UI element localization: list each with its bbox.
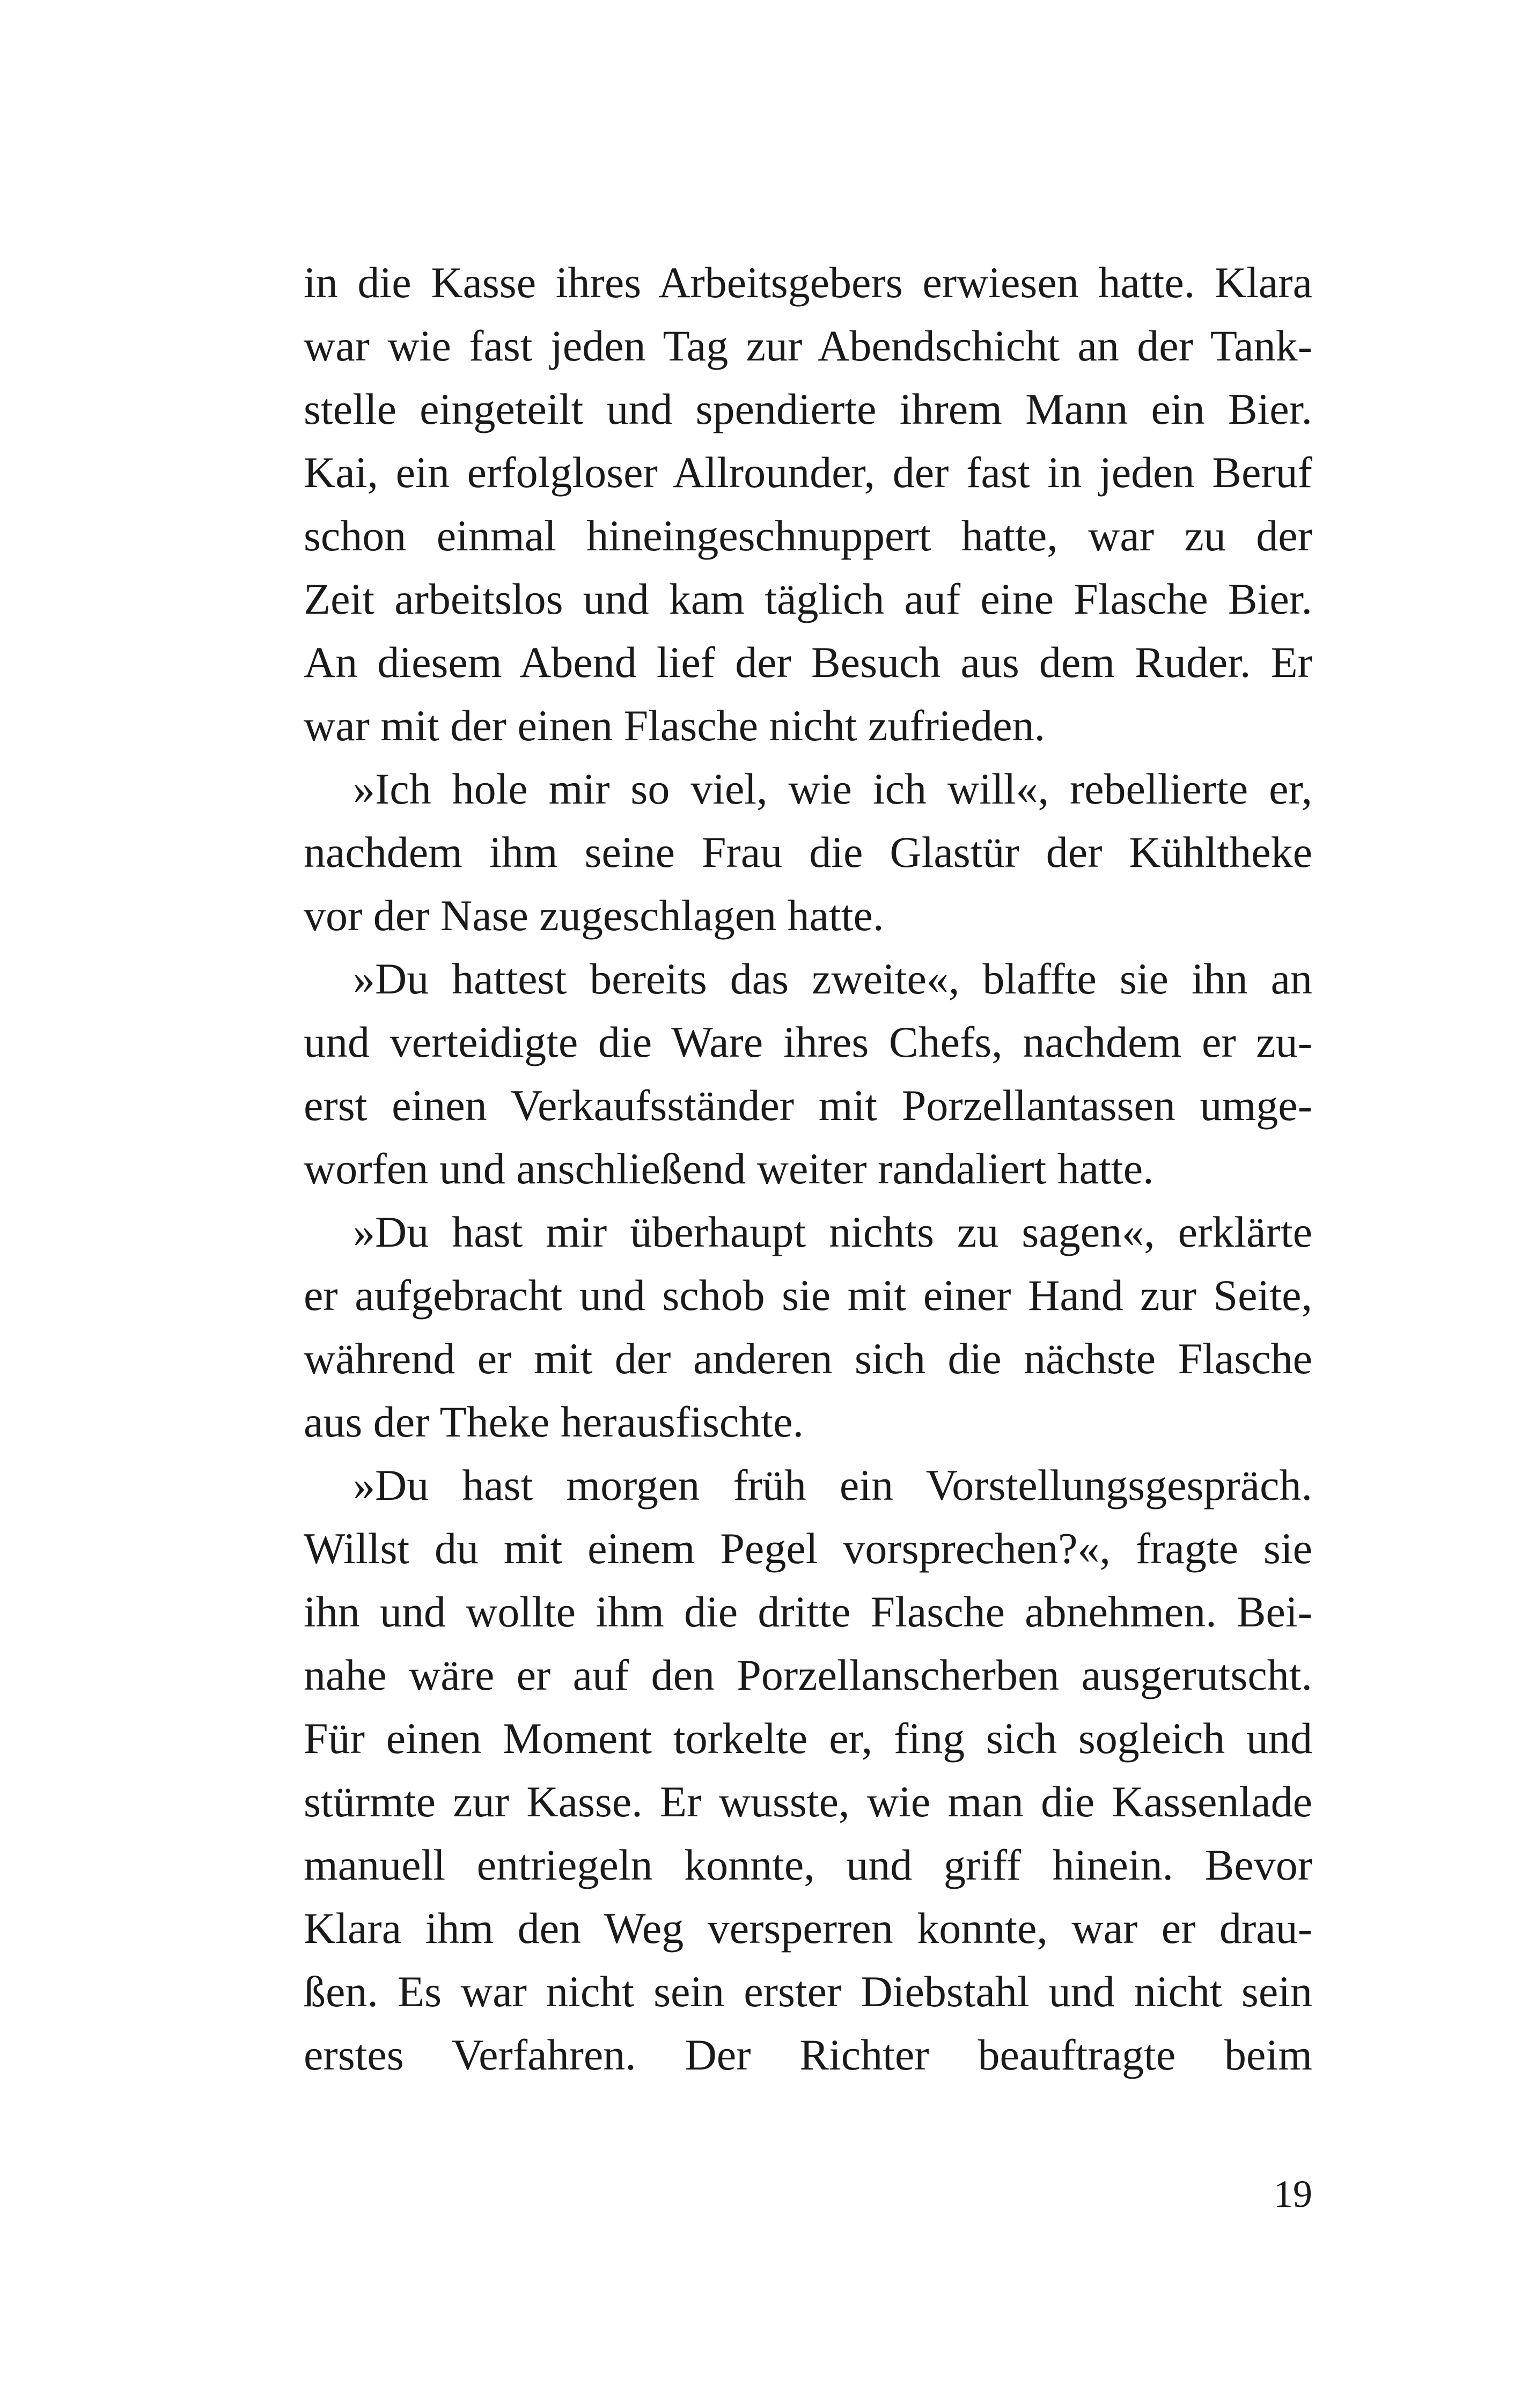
text-line: Für einen Moment torkelte er, fing sich sogleich und xyxy=(304,1714,1312,1763)
text-line: erstes Verfahren. Der Richter beauftragte beim xyxy=(304,2030,1312,2079)
paragraph-5 xyxy=(304,1454,1312,2087)
text-line: er aufgebracht und schob sie mit einer Hand zur Seite, xyxy=(304,1271,1312,1320)
text-line: in die Kasse ihres Arbeitsgebers erwiesen hatte. Klara xyxy=(304,258,1312,307)
text-line: nachdem ihm seine Frau die Glastür der Kühltheke xyxy=(304,828,1312,877)
text-line: worfen und anschließend weiter randaliert hatte. xyxy=(304,1144,1154,1193)
text-line: erst einen Verkaufsständer mit Porzellantassen umge- xyxy=(304,1081,1312,1130)
paragraph-1 xyxy=(304,251,1312,757)
body-text xyxy=(304,251,1312,2087)
text-line: ihn und wollte ihm die dritte Flasche abnehmen. Bei- xyxy=(304,1587,1312,1636)
text-line: vor der Nase zugeschlagen hatte. xyxy=(304,891,884,940)
text-line: schon einmal hineingeschnuppert hatte, war zu der xyxy=(304,511,1312,560)
text-line: manuell entriegeln konnte, und griff hinein. Bevor xyxy=(304,1840,1312,1889)
text-line: war mit der einen Flasche nicht zufrieden. xyxy=(304,701,1046,750)
page-number: 19 xyxy=(1274,2173,1312,2215)
text-line: stürmte zur Kasse. Er wusste, wie man die Kassenlade xyxy=(304,1777,1312,1826)
text-line: war wie fast jeden Tag zur Abendschicht an der Tank- xyxy=(304,321,1312,370)
paragraph-4 xyxy=(304,1201,1312,1454)
text-line: aus der Theke herausfischte. xyxy=(304,1397,804,1446)
text-line: Kai, ein erfolgloser Allrounder, der fast in jeden Beruf xyxy=(304,448,1312,497)
text-line: »Du hattest bereits das zweite«, blaffte sie ihn an xyxy=(353,954,1312,1003)
text-line: während er mit der anderen sich die nächste Flasche xyxy=(304,1334,1312,1383)
text-line: nahe wäre er auf den Porzellanscherben ausgerutscht. xyxy=(304,1651,1312,1699)
text-line: »Du hast morgen früh ein Vorstellungsgespräch. xyxy=(353,1461,1312,1509)
text-line: An diesem Abend lief der Besuch aus dem Ruder. Er xyxy=(304,638,1312,687)
text-line: ßen. Es war nicht sein erster Diebstahl und nicht sein xyxy=(304,1967,1312,2016)
paragraph-2 xyxy=(304,757,1312,947)
text-line: und verteidigte die Ware ihres Chefs, nachdem er zu- xyxy=(304,1018,1312,1066)
text-line: »Du hast mir überhaupt nichts zu sagen«, erklärte xyxy=(353,1207,1312,1256)
text-line: »Ich hole mir so viel, wie ich will«, rebellierte er, xyxy=(353,764,1312,813)
text-line: Willst du mit einem Pegel vorsprechen?«, fragte sie xyxy=(304,1524,1312,1573)
text-line: Zeit arbeitslos und kam täglich auf eine Flasche Bier. xyxy=(304,575,1312,623)
text-line: Klara ihm den Weg versperren konnte, war er drau- xyxy=(304,1904,1312,1953)
text-line: stelle eingeteilt und spendierte ihrem Mann ein Bier. xyxy=(304,385,1312,433)
paragraph-3 xyxy=(304,947,1312,1201)
